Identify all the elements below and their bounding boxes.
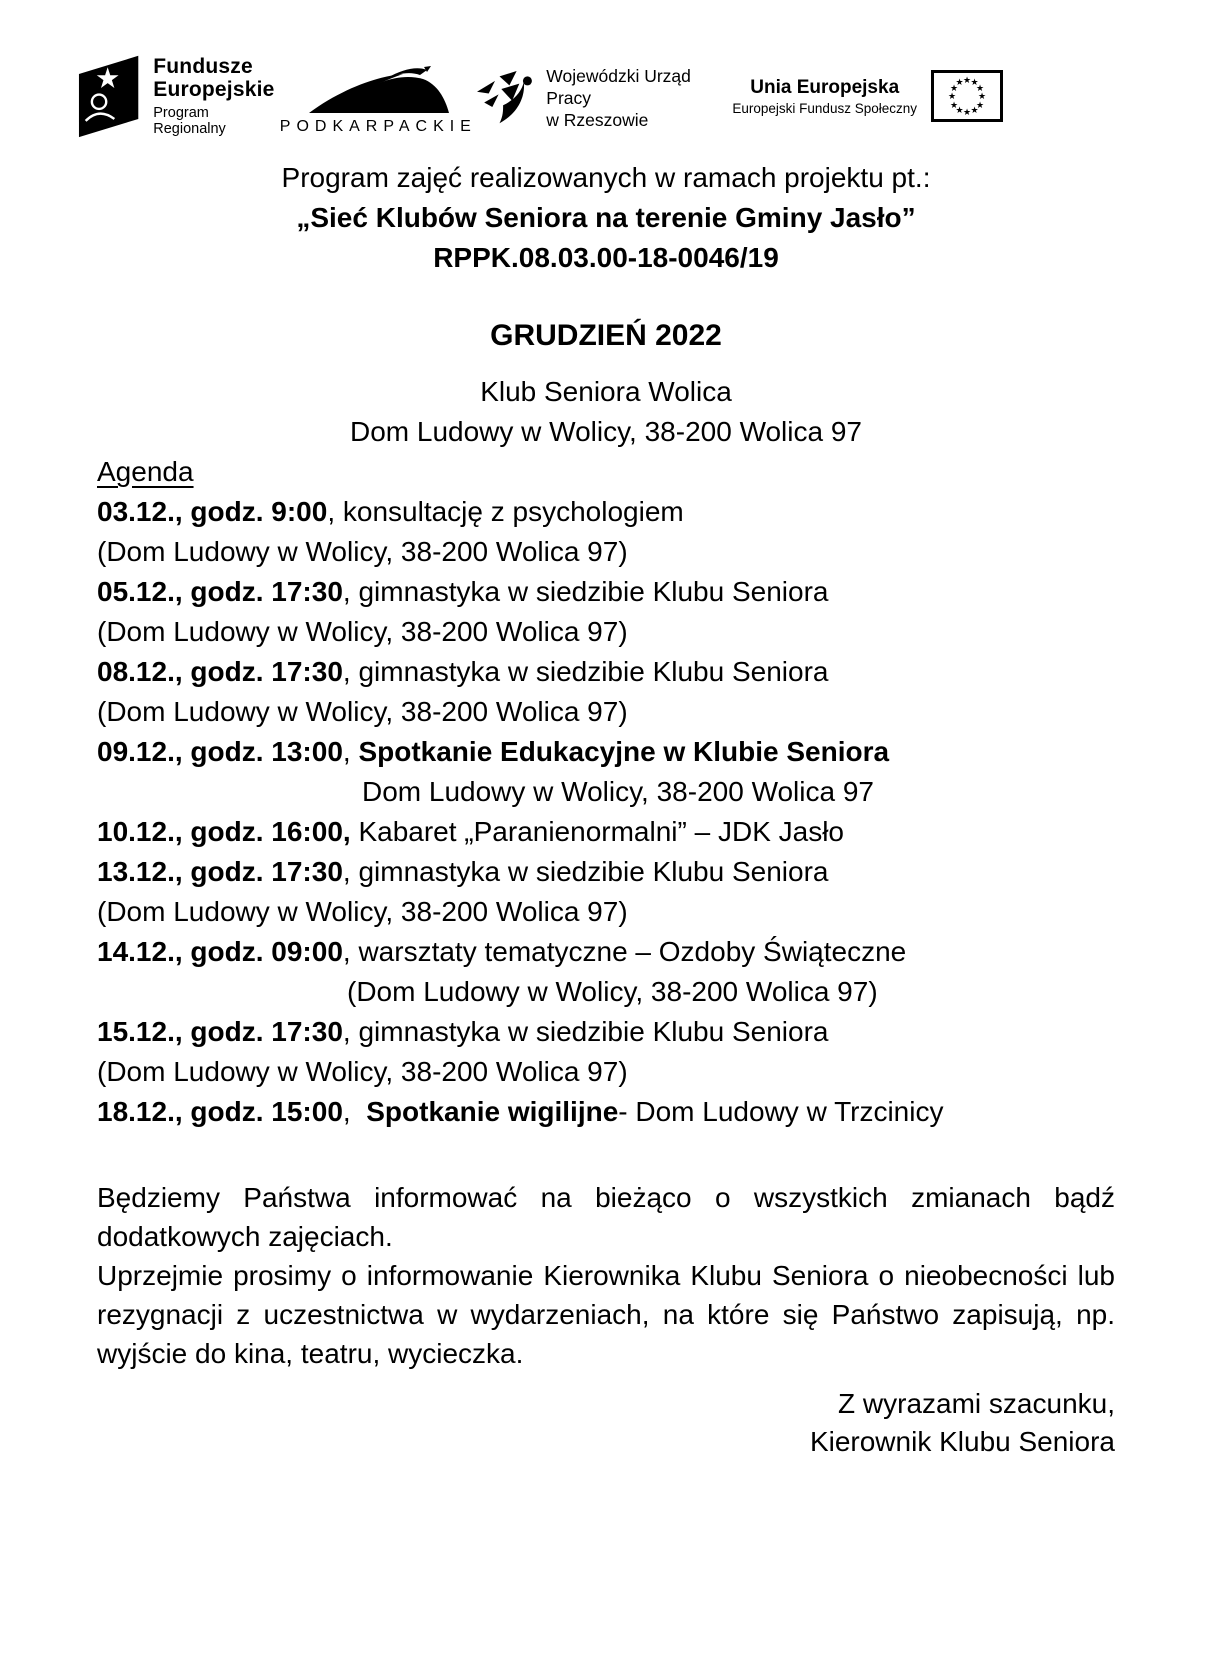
club-name: Klub Seniora Wolica xyxy=(480,376,732,407)
signoff-line2: Kierownik Klubu Seniora xyxy=(809,1426,1115,1457)
wup-bird-icon xyxy=(477,68,536,128)
logo-unia-europejska xyxy=(732,70,1003,122)
logo-ue-line1: Unia Europejska xyxy=(750,76,900,98)
agenda-item-event-bold: Spotkanie wigilijne xyxy=(366,1096,619,1127)
agenda-item-desc: , warsztaty tematyczne – Ozdoby Świąteczne xyxy=(342,936,907,967)
agenda-item-date: 03.12., godz. 9:00 xyxy=(97,496,328,527)
project-title-line1: Program zajęć realizowanych w ramach projektu pt.: xyxy=(281,162,931,193)
logo-ue-line2: Europejski Fundusz Społeczny xyxy=(732,100,917,116)
logo-fundusze-line3: Program Regionalny xyxy=(153,105,226,137)
agenda-item-desc: , gimnastyka w siedzibie Klubu Seniora xyxy=(342,856,829,887)
eu-funds-flag-icon xyxy=(78,52,139,140)
agenda-item xyxy=(97,932,1115,972)
agenda-heading xyxy=(97,452,1115,492)
agenda-item-location: (Dom Ludowy w Wolicy, 38-200 Wolica 97) xyxy=(97,896,628,927)
agenda-item-date: 14.12., godz. 09:00 xyxy=(97,936,343,967)
agenda-item-location: (Dom Ludowy w Wolicy, 38-200 Wolica 97) xyxy=(347,976,878,1007)
logo-wup-line1: Wojewódzki Urząd Pracy xyxy=(546,66,691,108)
agenda-item-date: 18.12., godz. 15:00 xyxy=(97,1096,343,1127)
agenda-item xyxy=(97,572,1115,612)
logo-podkarpackie-label: PODKARPACKIE xyxy=(279,118,477,135)
agenda-item-date: 13.12., godz. 17:30 xyxy=(97,856,343,887)
month-heading: GRUDZIEŃ 2022 xyxy=(490,319,722,352)
agenda-item-desc: , gimnastyka w siedzibie Klubu Seniora xyxy=(342,576,829,607)
agenda-item-location: (Dom Ludowy w Wolicy, 38-200 Wolica 97) xyxy=(97,1056,628,1087)
logo-ue-text xyxy=(732,77,917,116)
eu-flag-star xyxy=(954,76,966,88)
document-body xyxy=(97,158,1115,1461)
agenda-section xyxy=(97,452,1115,1132)
agenda-item-location: Dom Ludowy w Wolicy, 38-200 Wolica 97 xyxy=(362,776,874,807)
agenda-item-location: (Dom Ludowy w Wolicy, 38-200 Wolica 97) xyxy=(97,696,628,727)
logo-wup-rzeszow xyxy=(477,65,733,131)
agenda-item-desc: Kabaret „Paranienormalni” – JDK Jasło xyxy=(350,816,845,847)
logo-fundusze-line2: Europejskie xyxy=(153,78,275,101)
logo-podkarpackie xyxy=(280,66,477,136)
notice-paragraph-2: Uprzejmie prosimy o informowanie Kierownika Klubu Seniora o nieobecności lub rezygnacji z uczestnictwa w wydarzeniach, na które się Państwo zapisują, np. wyjście do kina, teatru, wycieczka. xyxy=(97,1260,1115,1369)
logo-fundusze-text xyxy=(153,55,280,137)
eu-flag-icon xyxy=(931,70,1003,122)
logo-strip xyxy=(78,50,1003,142)
agenda-item-location: (Dom Ludowy w Wolicy, 38-200 Wolica 97) xyxy=(97,616,628,647)
agenda-heading-label: Agenda xyxy=(97,456,194,487)
agenda-item-date: 09.12., godz. 13:00 xyxy=(97,736,343,767)
logo-fundusze-line1: Fundusze xyxy=(153,55,253,78)
logo-fundusze-europejskie xyxy=(78,52,280,140)
agenda-item-location: (Dom Ludowy w Wolicy, 38-200 Wolica 97) xyxy=(97,536,628,567)
agenda-item xyxy=(97,1012,1115,1052)
project-title-line2: „Sieć Klubów Seniora na terenie Gminy Jasło” xyxy=(296,202,916,233)
podkarpackie-mountains-icon xyxy=(303,66,453,116)
agenda-item-event-bold: Spotkanie Edukacyjne w Klubie Seniora xyxy=(358,736,890,767)
signoff-line1: Z wyrazami szacunku, xyxy=(838,1388,1115,1419)
agenda-item-desc: , konsultację z psychologiem xyxy=(327,496,684,527)
agenda-item-desc: , xyxy=(342,736,359,767)
logo-wup-text xyxy=(546,65,732,131)
agenda-item-date: 15.12., godz. 17:30 xyxy=(97,1016,343,1047)
project-number: RPPK.08.03.00-18-0046/19 xyxy=(433,242,779,273)
agenda-item xyxy=(97,732,1115,772)
agenda-item-date: 08.12., godz. 17:30 xyxy=(97,656,343,687)
agenda-item xyxy=(97,492,1115,532)
agenda-item xyxy=(97,812,1115,852)
agenda-item-date: 10.12., godz. 16:00, xyxy=(97,816,351,847)
agenda-item-desc: , gimnastyka w siedzibie Klubu Seniora xyxy=(342,656,829,687)
agenda-item-desc: , gimnastyka w siedzibie Klubu Seniora xyxy=(342,1016,829,1047)
agenda-item-desc: , xyxy=(342,1096,367,1127)
club-address: Dom Ludowy w Wolicy, 38-200 Wolica 97 xyxy=(350,416,862,447)
logo-wup-line2: w Rzeszowie xyxy=(546,110,649,130)
agenda-item-desc: - Dom Ludowy w Trzcinicy xyxy=(618,1096,944,1127)
agenda-item xyxy=(97,852,1115,892)
agenda-item xyxy=(97,652,1115,692)
agenda-item-date: 05.12., godz. 17:30 xyxy=(97,576,343,607)
notice-paragraph-1: Będziemy Państwa informować na bieżąco o wszystkich zmianach bądź dodatkowych zajęciach. xyxy=(97,1182,1115,1252)
agenda-item xyxy=(97,1092,1115,1132)
